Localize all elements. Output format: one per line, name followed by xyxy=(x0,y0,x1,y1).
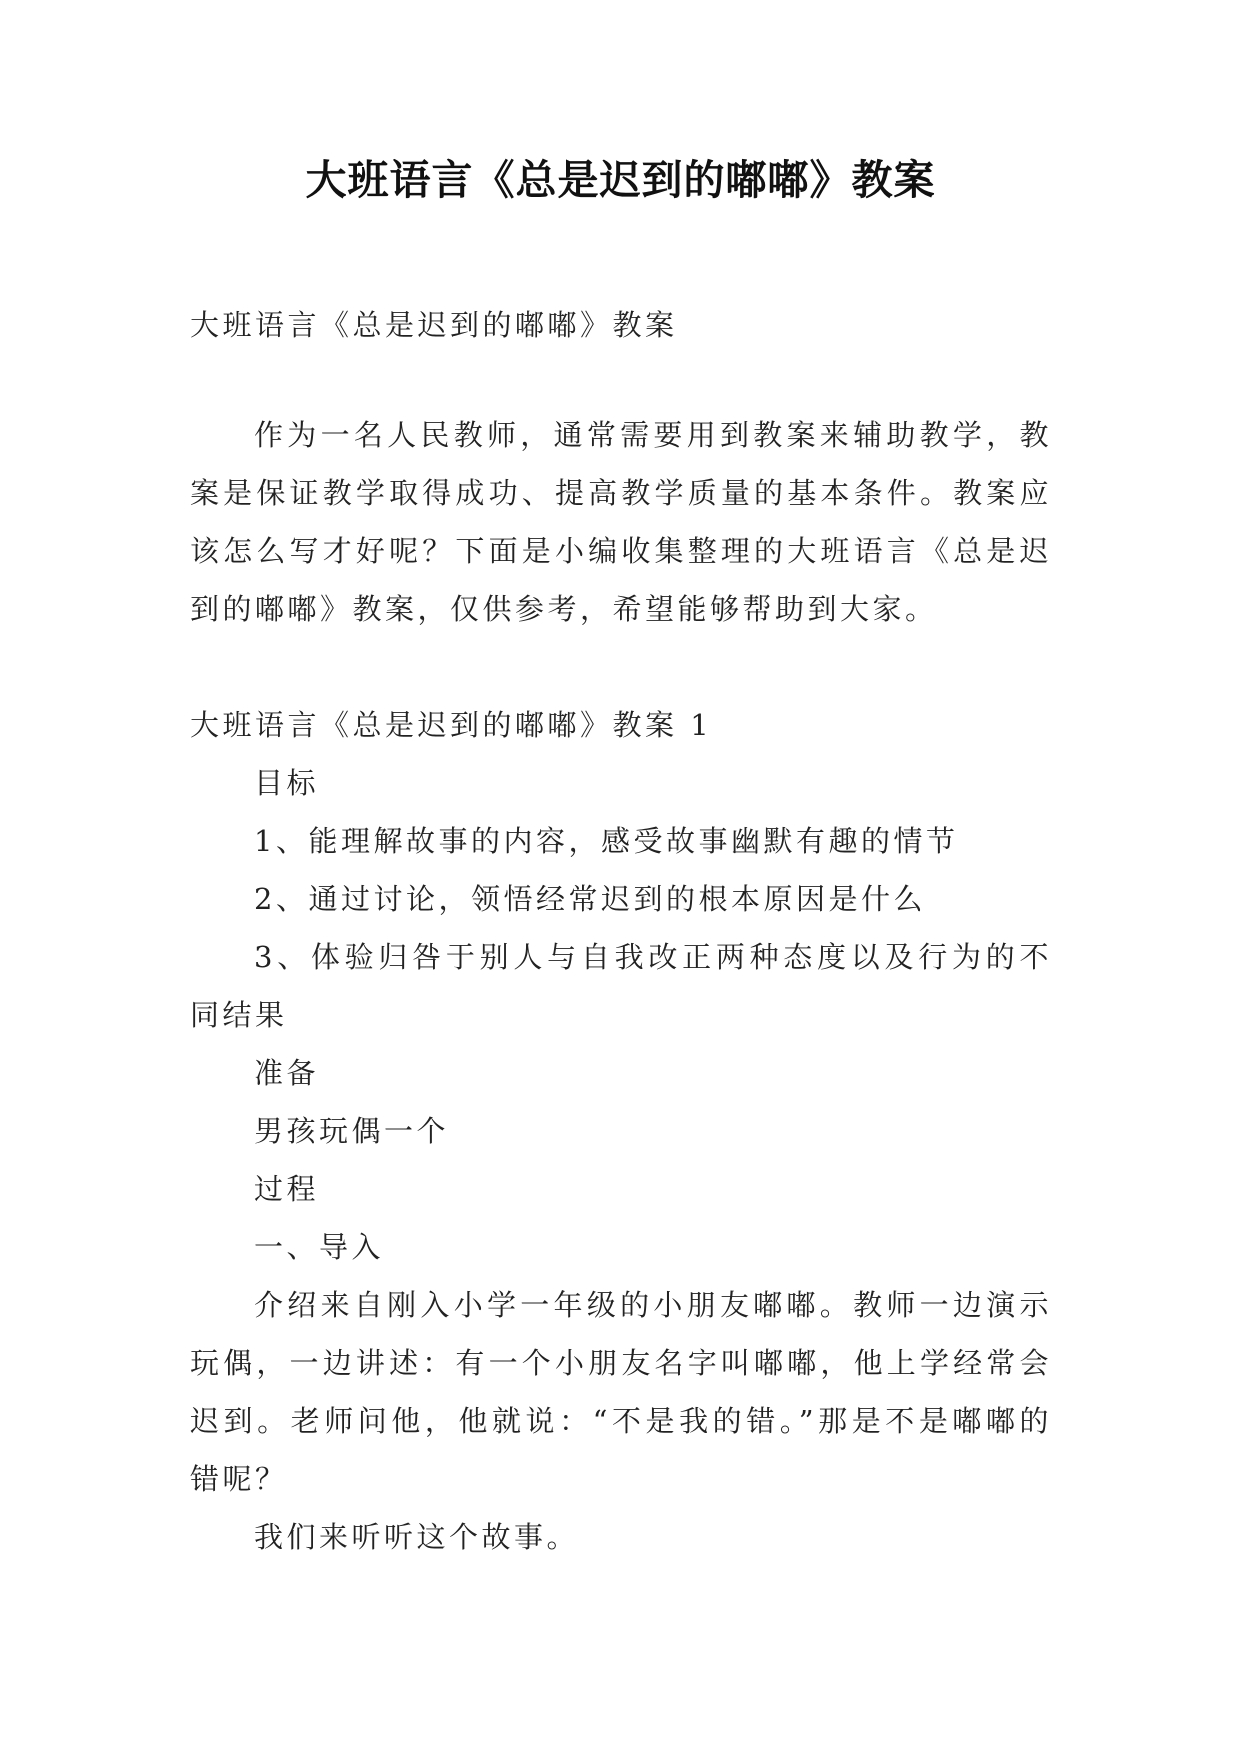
goal-item-2: 2、通过讨论，领悟经常迟到的根本原因是什么 xyxy=(254,882,926,916)
prep-label: 准备 xyxy=(254,1056,320,1090)
step-1-label: 一、导入 xyxy=(254,1230,385,1264)
document-body xyxy=(190,296,1052,1566)
intro-paragraph: 作为一名人民教师，通常需要用到教案来辅助教学，教案是保证教学取得成功、提高教学质量的基本条件。教案应该怎么写才好呢？下面是小编收集整理的大班语言《总是迟到的嘟嘟》教案，仅供参考，希望能够帮助到大家。 xyxy=(190,418,1052,626)
step-1-followup: 我们来听听这个故事。 xyxy=(254,1520,580,1554)
section-heading: 大班语言《总是迟到的嘟嘟》教案 1 xyxy=(190,708,713,742)
document-subtitle: 大班语言《总是迟到的嘟嘟》教案 xyxy=(190,308,678,342)
goal-item-3: 3、体验归咎于别人与自我改正两种态度以及行为的不同结果 xyxy=(190,940,1052,1032)
prep-item: 男孩玩偶一个 xyxy=(254,1114,450,1148)
process-label: 过程 xyxy=(254,1172,320,1206)
goal-label: 目标 xyxy=(254,766,320,800)
goal-item-1: 1、能理解故事的内容，感受故事幽默有趣的情节 xyxy=(254,824,959,858)
step-1-paragraph: 介绍来自刚入小学一年级的小朋友嘟嘟。教师一边演示玩偶，一边讲述：有一个小朋友名字叫嘟嘟，他上学经常会迟到。老师问他，他就说：“不是我的错。”那是不是嘟嘟的错呢？ xyxy=(190,1288,1052,1496)
document-title: 大班语言《总是迟到的嘟嘟》教案 xyxy=(305,156,936,204)
